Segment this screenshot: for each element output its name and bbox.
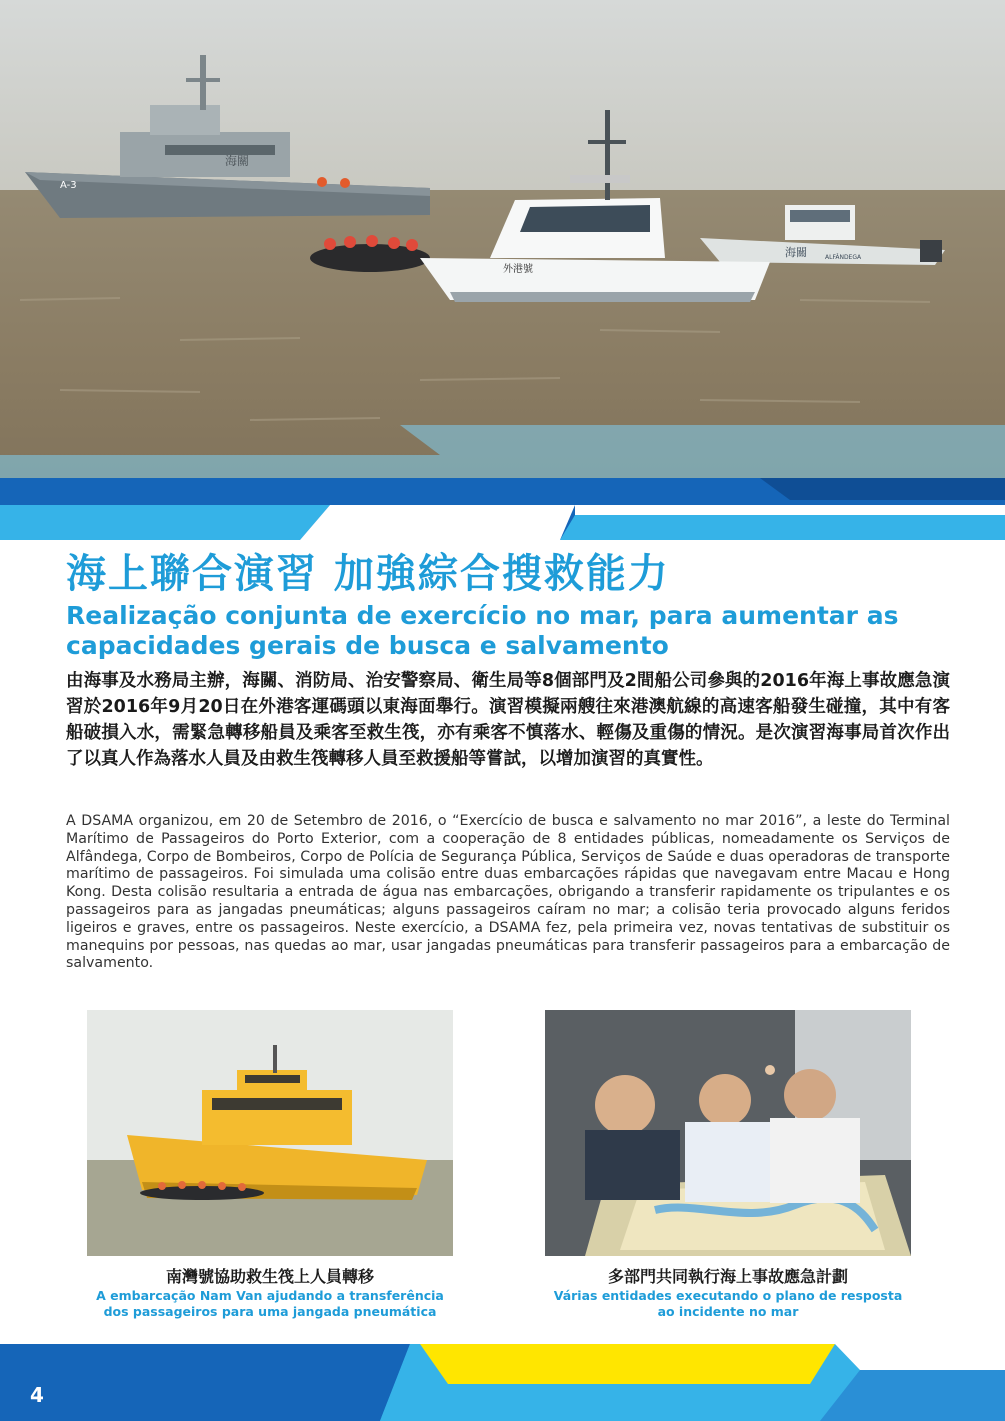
customs-boat-name: 海關 xyxy=(785,246,807,259)
rescue-vessel-illustration xyxy=(87,1010,453,1256)
patrol-vessel-name: 海關 xyxy=(225,154,250,168)
caption-left-zh: 南灣號協助救生筏上人員轉移 xyxy=(165,1267,374,1286)
customs-boat-label: ALFÂNDEGA xyxy=(825,254,862,261)
article-body-pt: A DSAMA organizou, em 20 de Setembro de 2016, o “Exercício de busca e salvamento no mar 2016”, a leste do Terminal Marítimo de Passageiros do Porto Exterior, com a cooperação de 8 entidades públicas, nomeadamente os Serviços de Alfândega, Corpo de Bombeiros, Corpo de Polícia de Segurança Pública, Serviços de Saúde e duas operadoras de transporte marítimo de passageiros. Foi simulada uma colisão entre duas embarcações rápidas que navegavam entre Macau e Hong Kong. Desta colisão resultaria a entrada de água nas embarcações, obrigando a transferir rapidamente os tripulantes e os passageiros para as jangadas pneumáticas; alguns passageiros caíram no mar; a colisão teria provocado alguns feridos ligeiros e graves, entre os passageiros. Neste exercício, a DSAMA fez, pela primeira vez, novas tentativas de substituir os manequins por pessoas, nas quedas ao mar, usar jangadas pneumáticas para transferir passageiros para a embarcação de salvamento. xyxy=(66,813,950,972)
caption-right-zh: 多部門共同執行海上事故應急計劃 xyxy=(607,1267,848,1286)
caption-right-pt-line1: Várias entidades executando o plano de resposta xyxy=(553,1288,903,1303)
life-raft xyxy=(310,235,430,272)
photo-officials-chart xyxy=(545,1010,911,1256)
officials-chart-illustration xyxy=(545,1010,911,1256)
article-title-pt: Realização conjunta de exercício no mar, para aumentar as capacidades gerais de busca e salvamento xyxy=(66,601,899,660)
footer-graphic xyxy=(0,1340,1005,1421)
speedboat-name: 外港號 xyxy=(503,264,533,275)
hero-photo-illustration xyxy=(0,0,1005,540)
article-title-zh: 海上聯合演習 加強綜合搜救能力 xyxy=(66,551,670,597)
photo-rescue-vessel xyxy=(87,1010,453,1256)
caption-right xyxy=(538,1266,918,1320)
page-number: 4 xyxy=(30,1383,44,1407)
caption-left xyxy=(80,1266,460,1320)
patrol-vessel-number: A-3 xyxy=(60,180,77,191)
article-body-zh: 由海事及水務局主辦，海關、消防局、治安警察局、衛生局等8個部門及2間船公司參與的2016年海上事故應急演習於2016年9月20日在外港客運碼頭以東海面舉行。演習模擬兩艘往來港澳航線的高速客船發生碰撞，其中有客船破損入水，需緊急轉移船員及乘客至救生筏，亦有乘客不慎落水、輕傷及重傷的情況。是次演習海事局首次作出了以真人作為落水人員及由救生筏轉移人員至救援船等嘗試，以增加演習的真實性。 xyxy=(66,671,950,769)
caption-left-pt-line2: dos passageiros para uma jangada pneumática xyxy=(103,1304,437,1319)
hero-photo xyxy=(0,0,1005,540)
caption-left-pt-line1: A embarcação Nam Van ajudando a transferência xyxy=(96,1288,444,1303)
footer-bands xyxy=(0,1340,1005,1421)
caption-right-pt-line2: ao incidente no mar xyxy=(657,1304,799,1319)
